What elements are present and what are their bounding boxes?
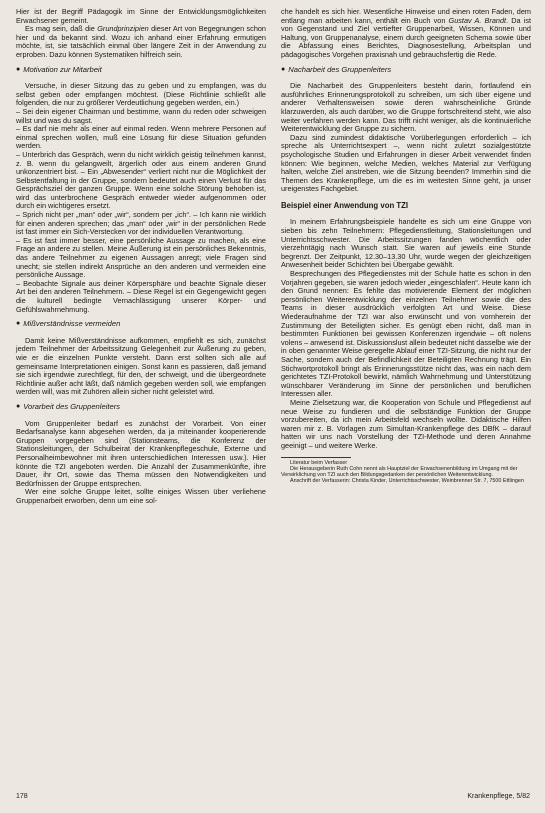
text-run: dieser Art von Begegnungen schon hier und da bekannt sind. Wozu ich anhand einer Erfahrung ermutigen möchte, ist, sie tatsächlich einmal über längere Zeit in der Anwendung zu erproben. Dazu können Systematiken hilfreich sein.	[16, 24, 266, 59]
section-heading-label: Nacharbeit des Gruppenleiters	[288, 64, 392, 74]
paragraph: Hier ist der Begriff Pädagogik im Sinne der Entwicklungsmöglichkeiten Erwachsener gemeint.	[16, 7, 266, 25]
paragraph: Vom Gruppenleiter bedarf es zunächst der Vorarbeit. Von einer Bedarfsanalyse kann abgesehen werden, da ja miteinander kooperierende Gruppen vorgegeben sind (Stationsteams, die Konferenz der Stationsleitungen, der Schulbeirat der Krankenpflegeschule, Externe und Personalheimbewohner mit ihren unterschiedlichen Interessen usw.). Hier könnte die TZI angeboten werden. Die Anzahl der Zusammenkünfte, ihre Dauer, ihr Ort, sowie das Thema müssen den Notwendigkeiten und Bedürfnissen der Gruppe entsprechen.	[16, 418, 266, 488]
bullet-icon: ●	[16, 402, 21, 410]
paragraph: Besprechungen des Pflegedienstes mit der Schule hatte es schon in den Vorjahren gegeben, sie waren jedoch wieder „eingeschlafen“. Heute kann ich den Grund nennen: Es fehlte das motivierende Element der möglichen persönlichen Weiterentwicklung der einzelnen Teilnehmer sowie die des Teams in dieser ausdrücklich verfolgten Art und Weise. Diese Wiederaufnahme der TZI war also erwünscht und von vornherein der Zustimmung der Beteiligten sicher. Es genügt eben nicht, daß man in bestimmten Funktionen bei gewissen Konferenzen irgendwie – oft nolens volens – anwesend ist. Diskussionslust allein bedeutet nicht dasselbe wie der in oben genannter Weise geregelte Ablauf einer TZI-Sitzung, die nicht nur der Sache, sondern auch der Befindlichkeit der Beteiligten Rechnung trägt. Ein Stichwortprotokoll bringt als Erinnerungsstütze nicht das, was ein nach dem gerichtetes TZI-Protokoll bewirkt, nämlich Wahrnehmung und Unterstützung wünschbarer Veränderung im Sinne der persönlichen und beruflichen Interessen aller.	[281, 269, 532, 399]
bullet-icon: ●	[281, 65, 286, 73]
right-column	[281, 8, 531, 485]
list-item: – Sei dein eigener Chairman und bestimme, wann du reden oder schweigen willst und was du sagst.	[16, 106, 266, 125]
paragraph: Meine Zielsetzung war, die Kooperation von Schule und Pflegedienst auf neue Weise zu fundieren und die selbständige Funktion der Gruppe vorzubereiten, da ich mein Arbeitsfeld wechseln wollte. Didaktische Hilfen waren mir z. B. Vorlagen zum Simultan-Krankenpflege des DBfK – darauf hatten wir uns nach Vorstellung der TZI-Methode und deren Annahme geeinigt – und weitere Werke.	[281, 397, 531, 450]
section-heading	[281, 66, 531, 75]
footnote-divider	[281, 457, 351, 458]
bullet-icon: ●	[16, 65, 21, 73]
footnote: Anschrift der Verfasserin: Christa Kinder, Unterrichtsschwester, Weinbrenner Str. 7, 7500 Ettlingen	[290, 478, 524, 485]
paragraph	[281, 8, 531, 60]
page-footer	[16, 793, 530, 800]
left-column	[16, 8, 266, 505]
section-heading	[16, 66, 266, 75]
emphasis: Grundprinzipien	[97, 24, 149, 34]
text-run: . Da ist von Gegenstand und Ziel vertiefter Gruppenarbeit, Wissen, Können und Haltung, von Gruppenanalyse, einem durch geeigneten Schema sowie über die Abfassung eines Berichtes, Diagnosestellung, Arbeitsplan und pädagogisches Vorgehen praxisnah und gebrauchsfertig die Rede.	[281, 15, 531, 59]
section-heading: Beispiel einer Anwendung von TZI	[281, 200, 409, 210]
paragraph: Wer eine solche Gruppe leitet, sollte einiges Wissen über verliehene Gruppenarbeit erworben, denn um eine sol-	[16, 487, 266, 505]
paragraph: Dazu sind zumindest didaktische Vorüberlegungen erforderlich – ich spreche als Unterrichtsexpert –, wenn nicht zuletzt sozialgestützte psychologische Studien und Erfahrungen in dieser Arbeit verwendet finden können: Wie beginnen, welche Medien, welches Material zur Verfügung halten, welche Ziel anstreben, wie die Sitzung beenden? Immerhin sind die Themen des Krankenpflege, um die es im weitesten Sinne geht, ja unser ureigenstes Fachgebiet.	[281, 132, 531, 194]
list-item: – Unterbrich das Gespräch, wenn du nicht wirklich geistig teilnehmen kannst, z. B. wenn du gelangweilt, ärgerlich oder aus einem anderen Grund unkonzentriert bist. – Ein „Abwesender“ verliert nicht nur die Möglichkeit der Selbstentfaltung in der Gruppe, sondern bedeutet auch einen Verlust für das Gesprächsziel der ganzen Gruppe. Wenn eine solche Störung behoben ist, wird das unterbrochene Gespräch entweder wieder aufgenommen oder durch ein wichtigeres ersetzt.	[16, 149, 266, 211]
emphasis: Gustav A. Brandt	[448, 15, 507, 25]
page-number: 178	[16, 793, 28, 800]
section-heading-label: Vorarbeit des Gruppenleiters	[23, 401, 121, 411]
list-item: – Beobachte Signale aus deiner Körpersphäre und beachte Signale dieser Art bei den anderen Teilnehmern. – Diese Regel ist ein Gegengewicht gegen die kulturell bedingte Vernachlässigung unserer Körper- und Gefühlswahrnehmung.	[16, 278, 266, 314]
section-heading	[16, 320, 266, 329]
footnotes	[281, 460, 531, 485]
paragraph: Die Nacharbeit des Gruppenleiters besteht darin, fortlaufend ein ausführliches Erinnerungsprotokoll zu schreiben, um sich über eigene und anderer Verhaltensweisen sowie deren wahrscheinliche Gründe klarzuwerden, als auch darüber, wo die Gruppe fortschreitend steht, wie also weiter verfahren werden kann. Das trifft nicht weniger, als die kontinuierliche Weiterentwicklung der Gruppe zu sichern.	[281, 81, 531, 134]
paragraph: Versuche, in dieser Sitzung das zu geben und zu empfangen, was du selbst geben oder empfangen möchtest. (Diese Richtlinie schließt alle folgenden, die nur zu größerer Verdeutlichung gegeben werden, ein.)	[16, 81, 266, 108]
footnote: Literatur beim Verfasser	[290, 459, 348, 466]
paragraph	[16, 25, 266, 59]
journal-issue: Krankenpflege, 5/82	[467, 793, 530, 800]
section-heading-label: Mißverständnisse vermeiden	[23, 319, 121, 329]
list-item: – Es darf nie mehr als einer auf einmal reden. Wenn mehrere Personen auf einmal sprechen wollen, muß eine Lösung für diese Situation gefunden werden.	[16, 124, 266, 151]
text-run: Es mag sein, daß die	[25, 24, 98, 34]
section-heading	[16, 403, 266, 412]
footnote: Die Herausgeberin Ruth Cohn nennt als Hauptziel der Erwachsenenbildung im Umgang mit der Verwirklichung von TZI auch den Bildungsgedanken der persönlichen Weiterentwicklung.	[281, 465, 518, 479]
list-item: – Sprich nicht per „man“ oder „wir“, sondern per „ich“. – Ich kann nie wirklich für einen anderen sprechen; das „man“ oder „wir“ in der persönlichen Rede ist fast immer ein Sich-Verstecken vor der individuellen Verantwortung.	[16, 210, 266, 237]
section-heading-label: Motivation zur Mitarbeit	[23, 64, 102, 74]
paragraph: In meinem Erfahrungsbeispiele handelte es sich um eine Gruppe von sieben bis zehn Teilnehmern: Pflegedienstleitung, Stationsleitungen und Unterrichtsschwester. Die Arbeitssitzungen fanden wöchentlich oder vierzehntägig nach Wunsch statt. Sie waren auf jeweils eine Stunde begrenzt. Der Zeitpunkt, 12.30–13.30 Uhr, wurde wegen der gleichzeitigen Anwesenheit beider Schichten bei Übergabe gewählt.	[281, 217, 531, 270]
bullet-icon: ●	[16, 320, 21, 328]
paragraph: Damit keine Mißverständnisse aufkommen, empfiehlt es sich, zunächst jedem Teilnehmer der Arbeitssitzung Gelegenheit zur Äußerung zu geben, wie er die einzelnen Punkte versteht. Dann erst sollten sich alle auf gemeinsame Interpretationen einigen. Sonst kann es passieren, daß jemand sie sich irgendwie zurechtlegt, für den, der schweigt, und die übergeordnete Richtlinie außer acht läßt, daß nämlich gegeben werden soll, wie empfangen werden will, was mit Zuhören allein sicher nicht geleistet wird.	[16, 335, 266, 397]
list-item: – Es ist fast immer besser, eine persönliche Aussage zu machen, als eine Frage an andere zu stellen. Meine Äußerung ist ein persönliches Bekenntnis, das andere Teilnehmer zu eigenen Aussagen anregt; viele Fragen sind unecht; sie stellen indirekt Ansprüche an den anderen und vermeiden eine persönliche Aussage.	[16, 235, 266, 280]
text-run: che handelt es sich hier. Wesentliche Hinweise und einen roten Faden, dem entlang man arbeiten kann, enthält ein Buch von	[281, 7, 531, 25]
